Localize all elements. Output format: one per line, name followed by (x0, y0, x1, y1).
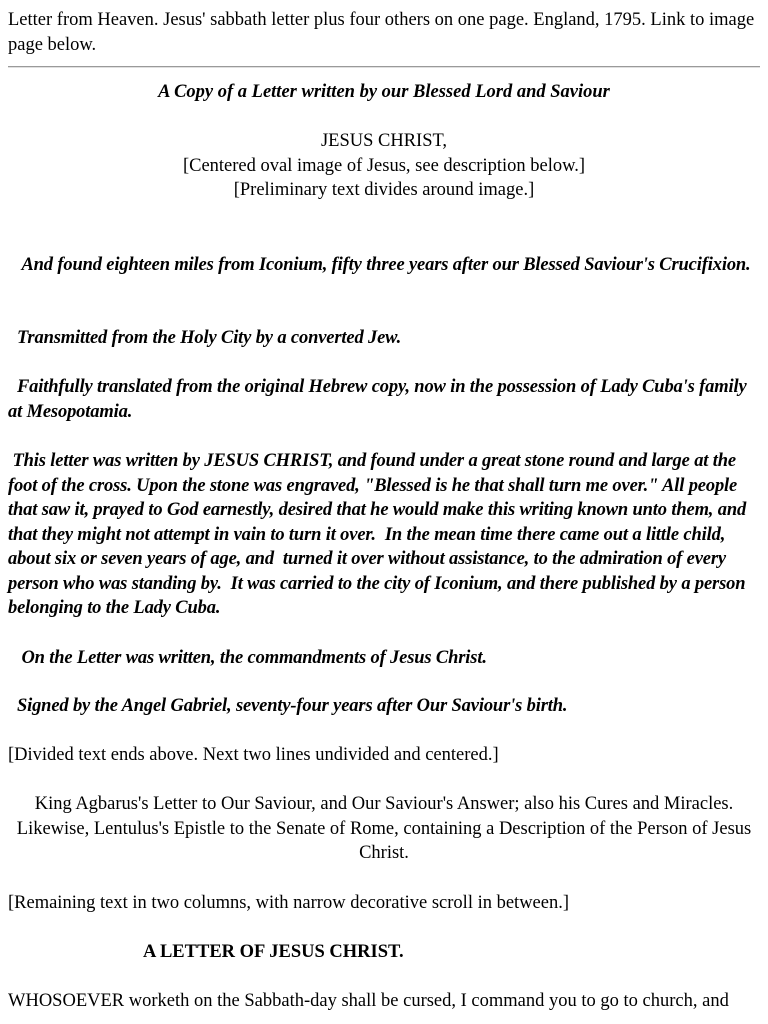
paragraph-transmitted: Transmitted from the Holy City by a converted Jew. (8, 328, 402, 348)
center-line-divides-note: [Preliminary text divides around image.] (233, 180, 535, 200)
center-line-jesus-christ: JESUS CHRIST, (320, 131, 448, 151)
paragraph-signed: Signed by the Angel Gabriel, seventy-four years after Our Saviour's birth. (8, 696, 568, 716)
note-divided-text: [Divided text ends above. Next two lines undivided and centered.] (8, 745, 499, 765)
letter-first-line: WHOSOEVER worketh on the Sabbath-day shall be cursed, I command you to go to church, and (8, 991, 729, 1011)
horizontal-rule (8, 66, 760, 68)
intro-text: Letter from Heaven. Jesus' sabbath letter plus four others on one page. England, 1795. Link to image page below. (8, 10, 755, 55)
letter-title: A LETTER OF JESUS CHRIST. (143, 942, 404, 962)
agbarus-description: King Agbarus's Letter to Our Saviour, and Our Saviour's Answer; also his Cures and Miracles. Likewise, Lentulus's Epistle to the Senate of Rome, containing a Description of the Person of Jesus Christ. (16, 794, 756, 863)
note-two-columns: [Remaining text in two columns, with narrow decorative scroll in between.] (8, 893, 570, 913)
letter-heading: A Copy of a Letter written by our Blessed Lord and Saviour (158, 82, 610, 102)
paragraph-iconium: And found eighteen miles from Iconium, fifty three years after our Blessed Saviour's Crucifixion. (8, 255, 751, 275)
paragraph-translated: Faithfully translated from the original Hebrew copy, now in the possession of Lady Cuba's family at Mesopotamia. (8, 377, 752, 422)
center-line-image-note: [Centered oval image of Jesus, see description below.] (182, 156, 586, 176)
paragraph-letter-story: This letter was written by JESUS CHRIST, and found under a great stone round and large at the foot of the cross. Upon the stone was engraved, "Blessed is he that shall turn me over." All people that saw it, prayed to God earnestly, desired that he would make this writing known unto them, and that they might not attempt in vain to turn it over. In the mean time there came out a little child, about six or seven years of age, and turned it over without assistance, to the admiration of every person who was standing by. It was carried to the city of Iconium, and there published by a person belonging to the Lady Cuba. (8, 451, 751, 618)
paragraph-commandments: On the Letter was written, the commandments of Jesus Christ. (8, 648, 487, 668)
